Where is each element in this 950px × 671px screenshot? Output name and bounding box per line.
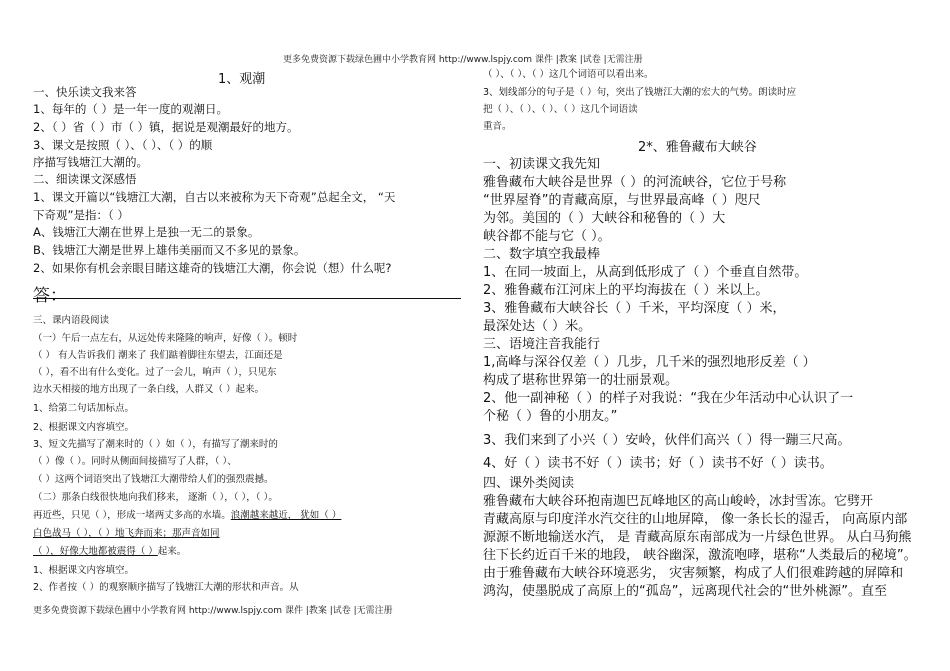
fill-line: 雅鲁藏布大峡谷是世界（ ）的河流峡谷，它位于号称 [483,175,787,190]
passage-text: 再近些，只见（ ），形成一堵两丈多高的水墙。 [33,510,231,521]
question: （ ）这两个词语突出了钱塘江大潮带给人们的强烈震撼。 [33,474,274,485]
question: 3、短文先描写了潮来时的（ ）如（ ），有描写了潮来时的 [33,439,278,450]
right-column [483,0,923,671]
fill-line: 1、在同一坡面上，从高到低形成了（ ）个垂直自然带。 [483,265,808,280]
reading-passage-line: 往下长约近百千米的地段， 峡谷幽深，激流咆哮，堪称“人类最后的秘境”。 [483,548,917,563]
underlined-sentence: （ ），好像大地都被震得（ ） [33,546,158,557]
page-header: 更多免费资源下载绿色圃中小学教育网 http://www.lspjy.com 课件 |教案 |试卷 |无需注册 [283,55,643,65]
question: 把（ ）、（ ）、（ ）、（ ）这几个词语读 [483,104,638,115]
question: 2、根据课文内容填空。 [33,422,135,433]
question: 1、根据课文内容填空。 [33,565,135,576]
section-heading: 三、课内语段阅读 [33,315,110,326]
passage-line: （ ），看不出有什么变化。过了一会儿，响声（ ），只见东 [33,367,277,378]
section-heading: 二、细读课文深感悟 [33,172,137,186]
question: （ ）、（ ）、（ ）这几个词语可以看出来。 [483,69,654,80]
fill-line: 为邻。美国的（ ）大峡谷和秘鲁的（ ）大 [483,211,726,226]
section-heading: 一、初读课文我先知 [483,157,601,172]
underlined-sentence: 浪潮越来越近， 犹如（ ） [230,510,342,521]
passage-text: 起来。 [157,546,187,557]
fill-line: 3、雅鲁藏布大峡谷长（ ）千米，平均深度（ ）米， [483,301,786,316]
fill-line: 2、雅鲁藏布江河床上的平均海拔在（ ）米以上。 [483,283,769,298]
question: 1、每年的（ ）是一年一度的观潮日。 [33,102,228,116]
fill-line: 构成了堪称世界第一的壮丽景观。 [483,373,679,388]
fill-line: 个秘（ ）鲁的小朋友。” [483,409,618,424]
section-heading: 三、语境注音我能行 [483,337,601,352]
underlined-sentence: 白色战马（ ），（ ）地飞奔而来；那声音如同 [33,528,220,539]
fill-line: 1,高峰与深谷仅差（ ）几步，几千米的强烈地形反差（ ） [483,355,816,370]
reading-passage-line: 雅鲁藏布大峡谷环抱南迦巴瓦峰地区的高山峻岭，冰封雪冻。它劈开 [483,494,874,509]
question: 3、课文是按照（ ）、（ ）、（ ）的顺 [33,138,213,152]
question: （ ）像（ ）。同时从侧面间接描写了人群，（ ）、 [33,456,237,467]
question: 1、课文开篇以“钱塘江大潮，自古以来被称为天下奇观”总起全文， “天 [33,190,396,204]
section-heading: 四、课外类阅读 [483,476,575,491]
reading-passage-line: 源源不断地输送水汽， 是 青藏高原东南部成为一片绿色世界。 从白马狗熊 [483,530,912,545]
answer-label: 答： [33,286,67,306]
page-footer: 更多免费资源下载绿色圃中小学教育网 http://www.lspjy.com 课件 |教案 |试卷 |无需注册 [33,606,393,616]
fill-line: “世界屋脊”的青藏高原，与世界最高峰（ ）咫尺 [483,193,761,208]
question: 重音。 [483,121,512,132]
passage-line: （二）那条白线很快地向我们移来， 逐渐（ ），（ ），（ ）。 [33,492,278,503]
passage-line [33,507,341,521]
reading-passage-line: 青藏高原与印度洋水汽交往的山地屏障， 像一条长长的湿舌， 向高原内部 [483,512,908,527]
question: 序描写钱塘江大潮的。 [33,155,148,169]
option-b: B、钱塘江大潮是世界上雄伟美丽而又不多见的景象。 [33,243,306,257]
option-a: A、钱塘江大潮在世界上是独一无二的景象。 [33,225,260,239]
passage-line: （ ） 有人告诉我们 潮来了 我们踮着脚往东望去，江面还是 [33,350,283,361]
lesson1-title: 1、观潮 [218,72,266,87]
question: 2、（ ）省（ ）市（ ）镇，据说是观潮最好的地方。 [33,120,299,134]
passage-line [33,543,186,557]
fill-line: 2、他一副神秘（ ）的样子对我说：“我在少年活动中心认识了一 [483,391,854,406]
fill-line: 3、我们来到了小兴（ ）安岭，伙伴们高兴（ ）得一蹦三尺高。 [483,433,851,448]
passage-line: （一）午后一点左右，从远处传来隆隆的响声，好像（ ）。顿时 [33,333,298,344]
question: 下奇观”是指：（ ） [33,208,129,222]
lesson2-title: 2*、雅鲁藏布大峡谷 [638,140,757,155]
question: 2、作者按（ ）的观察顺序描写了钱塘江大潮的形状和声音。从 [33,582,299,593]
question: 3、划线部分的句子是（ ）句，突出了钱塘江大潮的宏大的气势。朗读时应 [483,87,797,98]
question: 1、给第二句话加标点。 [33,403,135,414]
reading-passage-line: 由于雅鲁藏布大峡谷环境恶劣， 灾害频繁，构成了人们很难跨越的屏障和 [483,566,904,581]
section-heading: 二、数字填空我最棒 [483,247,601,262]
fill-line: 最深处达（ ）米。 [483,319,592,334]
question: 2、如果你有机会亲眼目睹这雄奇的钱塘江大潮，你会说（想）什么呢? [33,261,392,275]
left-column [33,0,463,671]
fill-line: 峡谷都不能与它（ ）。 [483,229,611,244]
fill-line: 4、好（ ）读书不好（ ）读书；好（ ）读书不好（ ）读书。 [483,456,833,471]
passage-line: 边水天相接的地方出现了一条白线，人群又（ ）起来。 [33,384,265,395]
answer-line[interactable] [33,298,461,299]
reading-passage-line: 鸿沟，使墨脱成了高原上的“孤岛”，远离现代社会的“世外桃源”。直至 [483,584,887,599]
section-heading: 一、快乐读文我来答 [33,85,137,99]
